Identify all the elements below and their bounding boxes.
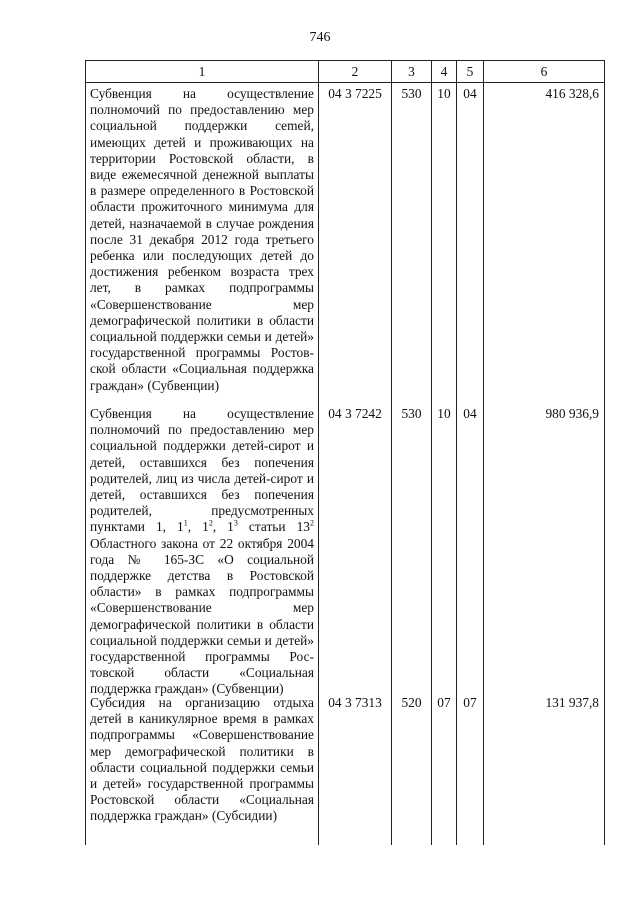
subsection-code: 07 xyxy=(457,692,484,845)
target-code: 04 3 7313 xyxy=(319,692,392,845)
section-code: 10 xyxy=(432,403,457,692)
row-description: Субсидия на организацию отдыха детей в каникулярное время в рамках подпрограммы «Совершенствование мер демографической политики в области социальной поддержки семьи и детей» государственной программы Ростовской области «Социальная поддержка граждан» (Субсидии) xyxy=(90,695,314,824)
amount: 416 328,6 xyxy=(484,83,605,404)
description-text: статьи 13 xyxy=(237,519,310,535)
page-number: 746 xyxy=(309,30,331,45)
superscript: 2 xyxy=(310,518,314,528)
column-header: 2 xyxy=(319,61,392,83)
expense-type: 530 xyxy=(392,403,432,692)
superscript: 1 xyxy=(183,518,188,528)
subsection-code: 04 xyxy=(457,83,484,404)
column-header: 5 xyxy=(457,61,484,83)
description-text: , xyxy=(187,519,192,535)
table-row xyxy=(86,692,605,845)
description-text: Субвенция на осуществление полномочий по предоставлению мер социальной поддержки детей-сирот и детей, оставшихся без попечения родителей, лиц из числа детей-сирот и детей, оставшихся без попечения родителей, предусмотренных пунктами 1, 1 xyxy=(90,406,314,535)
row-description-cell xyxy=(86,83,319,404)
row-description: Субвенция на осуществление полномочий по предоставлению мер социальной поддержки сеmей, имеющих детей и проживающих на территории Ростовской области, в виде ежемесячной денежной выплаты в размере определенного в Ростовской области прожиточного минимума для детей, назначаемой в случае рождения после 31 декабря 2012 года третьего ребенка или последующих детей до достижения ребенком возраста трех лет, в рамках подпрограммы «Совершенствование мер демографической политики в области социальной поддержки семьи и детей» государственной программы Ростовской области «Социальная поддержка граждан» (Субвенции) xyxy=(90,86,314,393)
section-code: 10 xyxy=(432,83,457,404)
expense-type: 530 xyxy=(392,83,432,404)
column-header: 1 xyxy=(86,61,319,83)
section-code: 07 xyxy=(432,692,457,845)
superscript: 3 xyxy=(233,518,238,528)
column-header: 6 xyxy=(484,61,605,83)
amount: 131 937,8 xyxy=(484,692,605,845)
row-description xyxy=(90,406,314,697)
amount: 980 936,9 xyxy=(484,403,605,692)
target-code: 04 3 7242 xyxy=(319,403,392,692)
expense-type: 520 xyxy=(392,692,432,845)
description-text: Областного закона от 22 октября 2004 года № 165-ЗС «О социальной поддержке детства в Ростовской области» в рамках подпрограммы «Совершенствование мер демографической политики в области социальной поддержки семьи и детей» государственной программы Ростовской области «Социальная поддержка граждан» (Субвенции) xyxy=(90,535,314,697)
table-header-row xyxy=(86,61,605,83)
description-text: , 1 xyxy=(212,519,234,535)
subsection-code: 04 xyxy=(457,403,484,692)
column-header: 4 xyxy=(432,61,457,83)
row-description-cell xyxy=(86,692,319,845)
target-code: 04 3 7225 xyxy=(319,83,392,404)
description-text: 1 xyxy=(191,519,209,535)
column-header: 3 xyxy=(392,61,432,83)
budget-table xyxy=(85,60,605,845)
row-description-cell xyxy=(86,403,319,697)
table-row xyxy=(86,403,605,692)
superscript: 2 xyxy=(208,518,213,528)
table-row xyxy=(86,83,605,404)
